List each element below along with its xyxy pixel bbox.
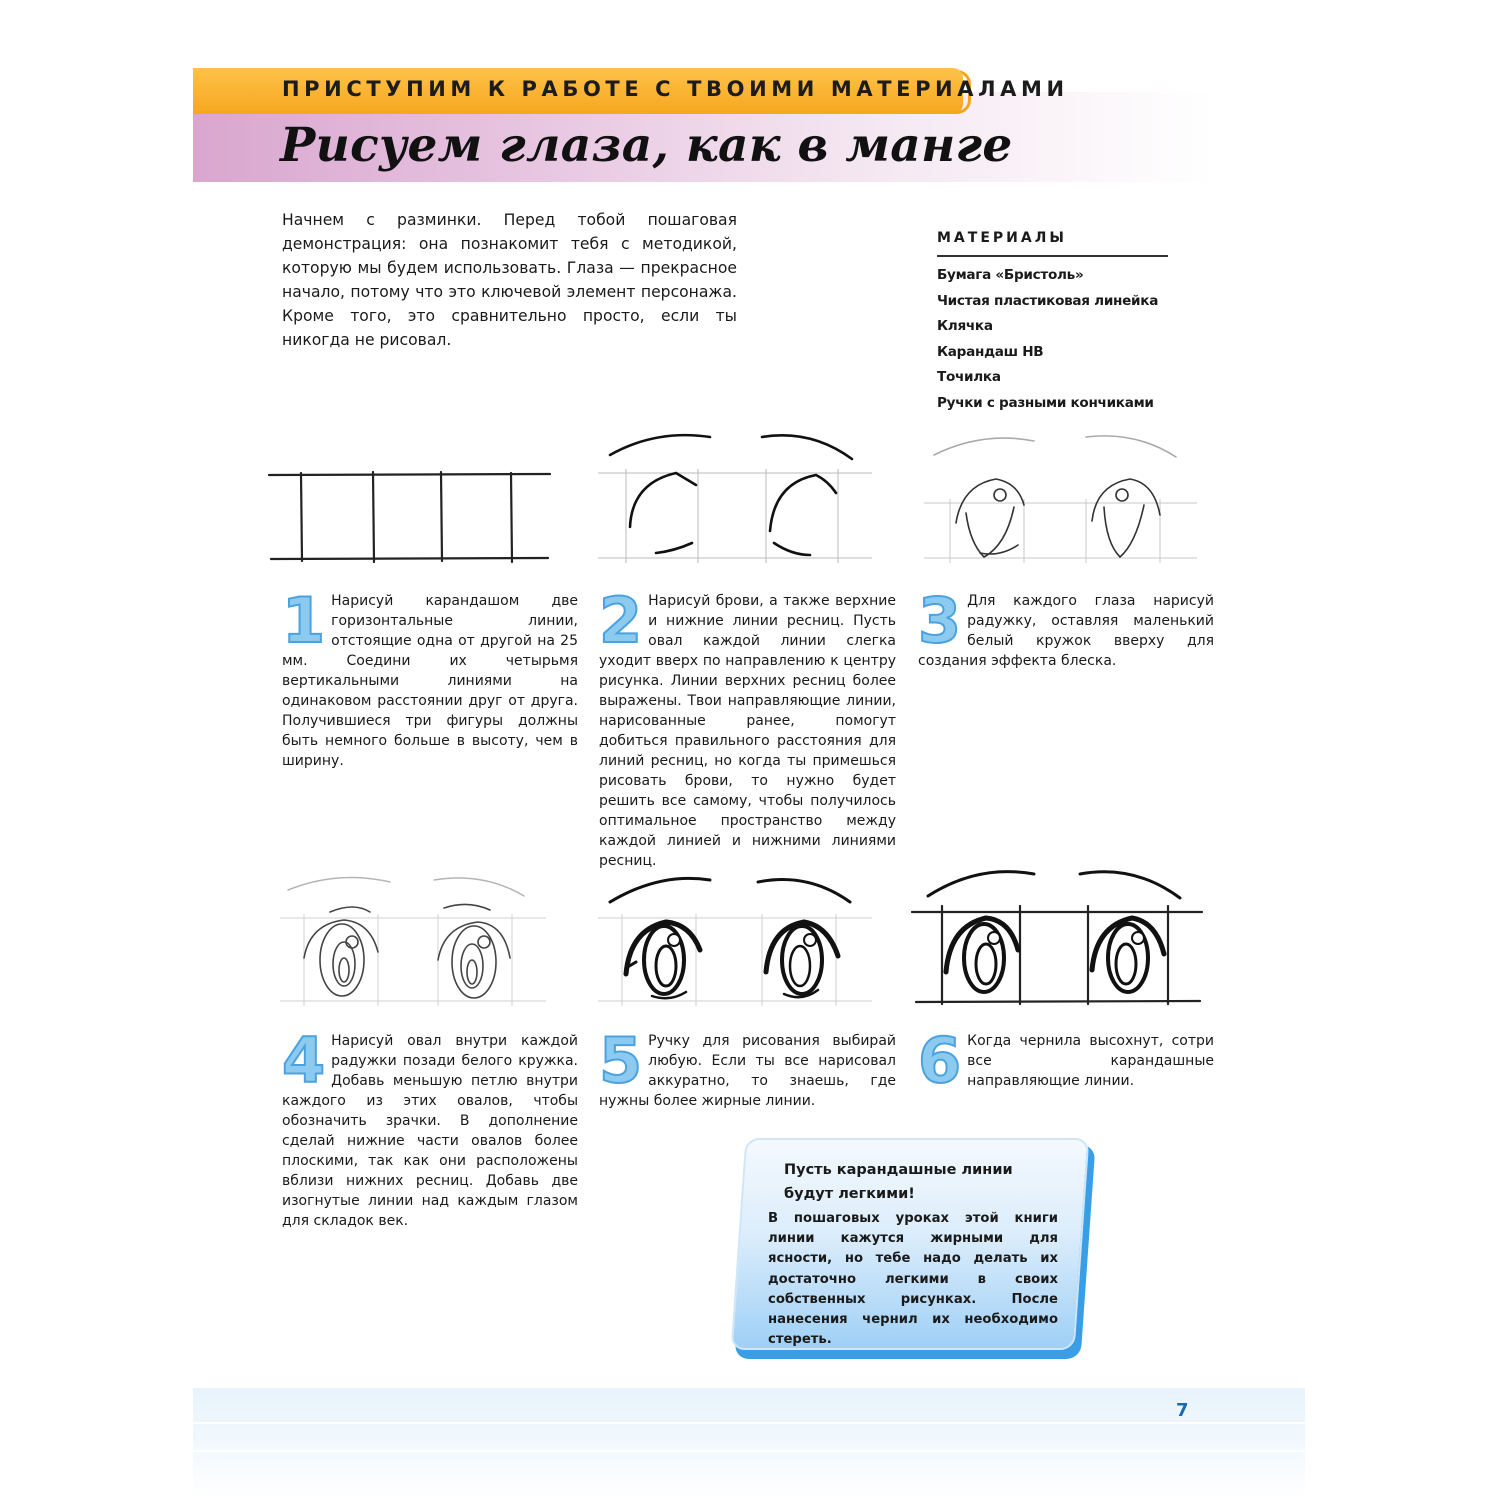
section-kicker: ПРИСТУПИМ К РАБОТЕ С ТВОИМИ МАТЕРИАЛАМИ [282,77,1069,101]
tip-body: В пошаговых уроках этой книги линии кажутся жирными для ясности, но тебе надо делать их достаточно легкими в своих собственных рисунках. После нанесения чернил их необходимо стереть. [768,1211,1058,1348]
materials-heading: МАТЕРИАЛЫ [937,230,1067,246]
materials-item: Карандаш HB [937,343,1044,360]
step-3 [918,584,1214,671]
step-2 [599,584,896,871]
step-5 [599,1024,896,1111]
footer-band [193,1388,1305,1500]
step-5-illustration [596,868,876,1008]
step-2-illustration [596,425,876,570]
step-6-illustration [910,862,1210,1012]
footer-stripe [193,1422,1305,1424]
step-text: Нарисуй брови, а также верхние и нижние линии ресниц. Пусть овал каждой линии слегка уходит вверх по направлению к центру рисунка. Линии верхних ресниц более выражены. Твои направляющие линии, нарисованные ранее, помогут добиться правильного расстояния для линий ресниц, но когда ты примешься рисовать брови, то нужно будет решить все самому, чтобы получилось оптимальное пространство между каждой линией и нижними линиями ресниц. [599,593,896,869]
footer-stripe [193,1450,1305,1452]
step-text: Нарисуй овал внутри каждой радужки позади белого кружка. Добавь меньшую петлю внутри каждого из этих овалов, чтобы обозначить зрачки. В дополнение сделай нижние части овалов более плоскими, так как они расположены вблизи нижних ресниц. Добавь две изогнутые линии над каждым глазом для складок век. [282,1033,578,1229]
page-title: Рисуем глаза, как в манге [280,118,1013,173]
step-text: Когда чернила высохнут, сотри все карандашные направляющие линии. [967,1033,1214,1089]
materials-item: Чистая пластиковая линейка [937,292,1159,309]
step-4-illustration [278,868,548,1008]
step-text: Для каждого глаза нарисуй радужку, оставляя маленький белый кружок вверху для создания эффекта блеска. [918,593,1214,669]
step-1-illustration [265,462,555,572]
tip-title: Пусть карандашные линии будут легкими! [784,1162,1013,1202]
materials-item: Ручки с разными кончиками [937,394,1154,411]
page-number: 7 [1176,1400,1189,1421]
step-number: 4 [282,1024,326,1097]
materials-divider [937,255,1168,257]
step-3-illustration [922,425,1202,570]
step-text: Ручку для рисования выбирай любую. Если ты все нарисовал аккуратно, то знаешь, где нужны более жирные линии. [599,1033,896,1109]
materials-item: Клячка [937,318,993,334]
step-number: 2 [599,584,643,657]
step-4 [282,1024,578,1231]
step-6 [918,1024,1214,1097]
step-number: 5 [599,1024,643,1097]
step-1 [282,584,578,771]
step-text: Нарисуй карандашом две горизонтальные линии, отстоящие одна от другой на 25 мм. Соедини их четырьмя вертикальными линиями на одинаковом расстоянии друг от друга. Получившиеся три фигуры должны быть немного больше в высоту, чем в ширину. [282,593,578,769]
intro-paragraph: Начнем с разминки. Перед тобой пошаговая демонстрация: она познакомит тебя с методикой, которую мы будем использовать. Глаза — прекрасное начало, потому что это ключевой элемент персонажа. Кроме того, это сравнительно просто, если ты никогда не рисовал. [282,211,737,349]
step-number: 6 [918,1024,962,1097]
materials-item: Бумага «Бристоль» [937,267,1084,283]
materials-list [937,263,1158,416]
materials-item: Точилка [937,369,1001,385]
step-number: 3 [918,584,962,657]
step-number: 1 [282,584,326,657]
